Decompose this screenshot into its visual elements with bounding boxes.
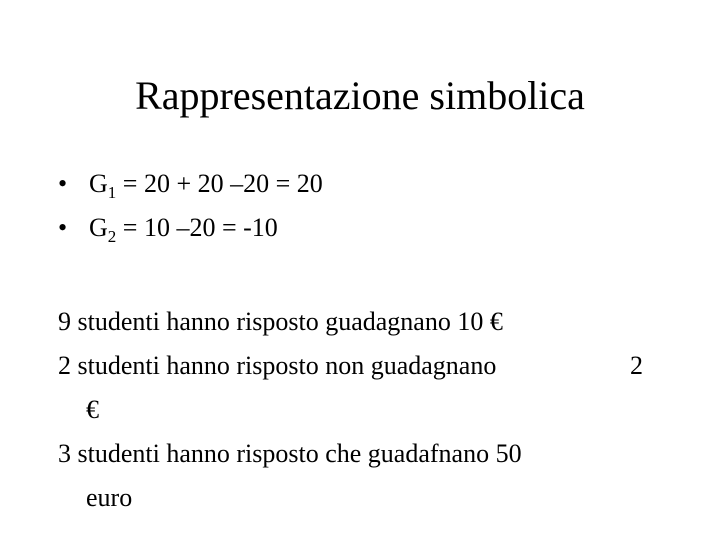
bullet-list [58,162,323,250]
paragraph-students-9 [58,300,698,344]
paragraph-students-2 [58,344,668,424]
slide-title: Rappresentazione simbolica [135,73,585,118]
paragraph-text: 2 studenti hanno risposto non guadagnano [58,351,497,380]
bullet-item-g1 [58,162,323,206]
paragraph-text: 9 studenti hanno risposto guadagnano 10 € [58,307,503,336]
expression: = 20 + 20 –20 = 20 [116,169,323,198]
subscript: 1 [107,183,117,202]
bullet-dot-icon: • [58,169,68,198]
paragraph-students-3 [58,432,698,512]
paragraph-text: 3 studenti hanno risposto che guadafnano 50 [58,439,522,468]
paragraph-continuation: euro [86,483,133,512]
bullet-dot-icon: • [58,213,68,242]
paragraph-continuation: € [86,395,99,424]
paragraph-tail: 2 [630,351,643,380]
bullet-item-g2 [58,206,323,250]
subscript: 2 [107,227,117,246]
variable: G [89,169,108,198]
variable: G [89,213,108,242]
expression: = 10 –20 = -10 [116,213,278,242]
